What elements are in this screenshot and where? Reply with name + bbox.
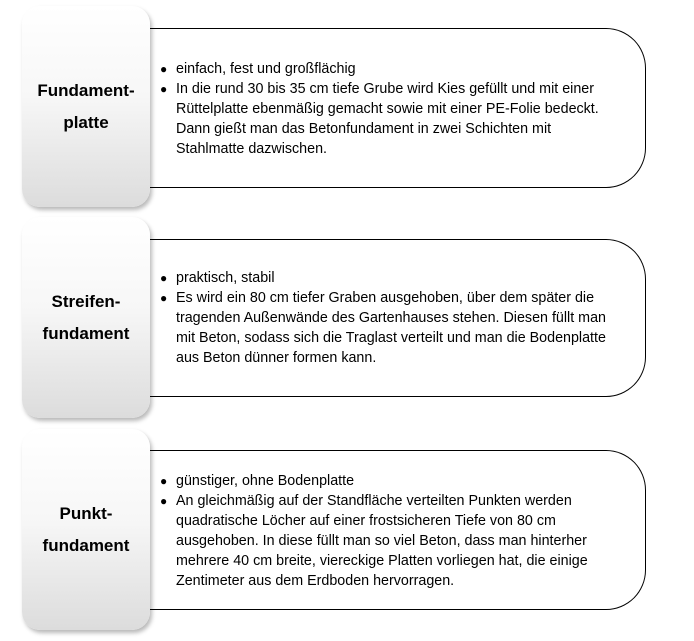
bullet-icon: ● <box>160 82 168 96</box>
list-item: ● Es wird ein 80 cm tiefer Graben ausgehoben, über dem später die tragenden Außenwände des Gartenhauses stehen. Diesen füllt man mit Beton, sodass sich die Traglast verteilt und man die Bodenplatte aus Beton dünner formen kann. <box>160 290 606 366</box>
section-content-box <box>150 450 646 610</box>
section-label: Punkt- fundament <box>42 503 130 555</box>
bullet-list <box>160 59 617 159</box>
section-label-box <box>22 429 150 630</box>
list-item: ● praktisch, stabil <box>160 270 275 286</box>
list-item: ● einfach, fest und großflächig <box>160 61 356 77</box>
bullet-icon: ● <box>160 271 168 285</box>
list-item: ● günstiger, ohne Bodenplatte <box>160 473 355 489</box>
section-label-box <box>22 6 150 207</box>
bullet-list <box>160 268 617 368</box>
bullet-icon: ● <box>160 494 168 508</box>
section-label: Fundament- platte <box>37 80 135 132</box>
bullet-list <box>160 471 617 591</box>
section-label-box <box>22 217 150 418</box>
section-label: Streifen- fundament <box>42 291 130 343</box>
bullet-icon: ● <box>160 474 168 488</box>
section-content-box <box>150 28 646 188</box>
bullet-icon: ● <box>160 291 168 305</box>
list-item: ● An gleichmäßig auf der Standfläche verteilten Punkten werden quadratische Löcher auf einer frostsicheren Tiefe von 80 cm ausgehoben. In diese füllt man so viel Beton, dass man hinterher mehrere 40 cm breite, viereckige Platten vorliegen hat, die einige Zentimeter aus dem Erdboden hervorragen. <box>160 493 588 589</box>
section-content-box <box>150 239 646 397</box>
bullet-icon: ● <box>160 62 168 76</box>
list-item: ● In die rund 30 bis 35 cm tiefe Grube wird Kies gefüllt und mit einer Rüttelplatte ebenmäßig gemacht sowie mit einer PE-Folie bedeckt. Dann gießt man das Betonfundament in zwei Schichten mit Stahlmatte dazwischen. <box>160 81 599 157</box>
